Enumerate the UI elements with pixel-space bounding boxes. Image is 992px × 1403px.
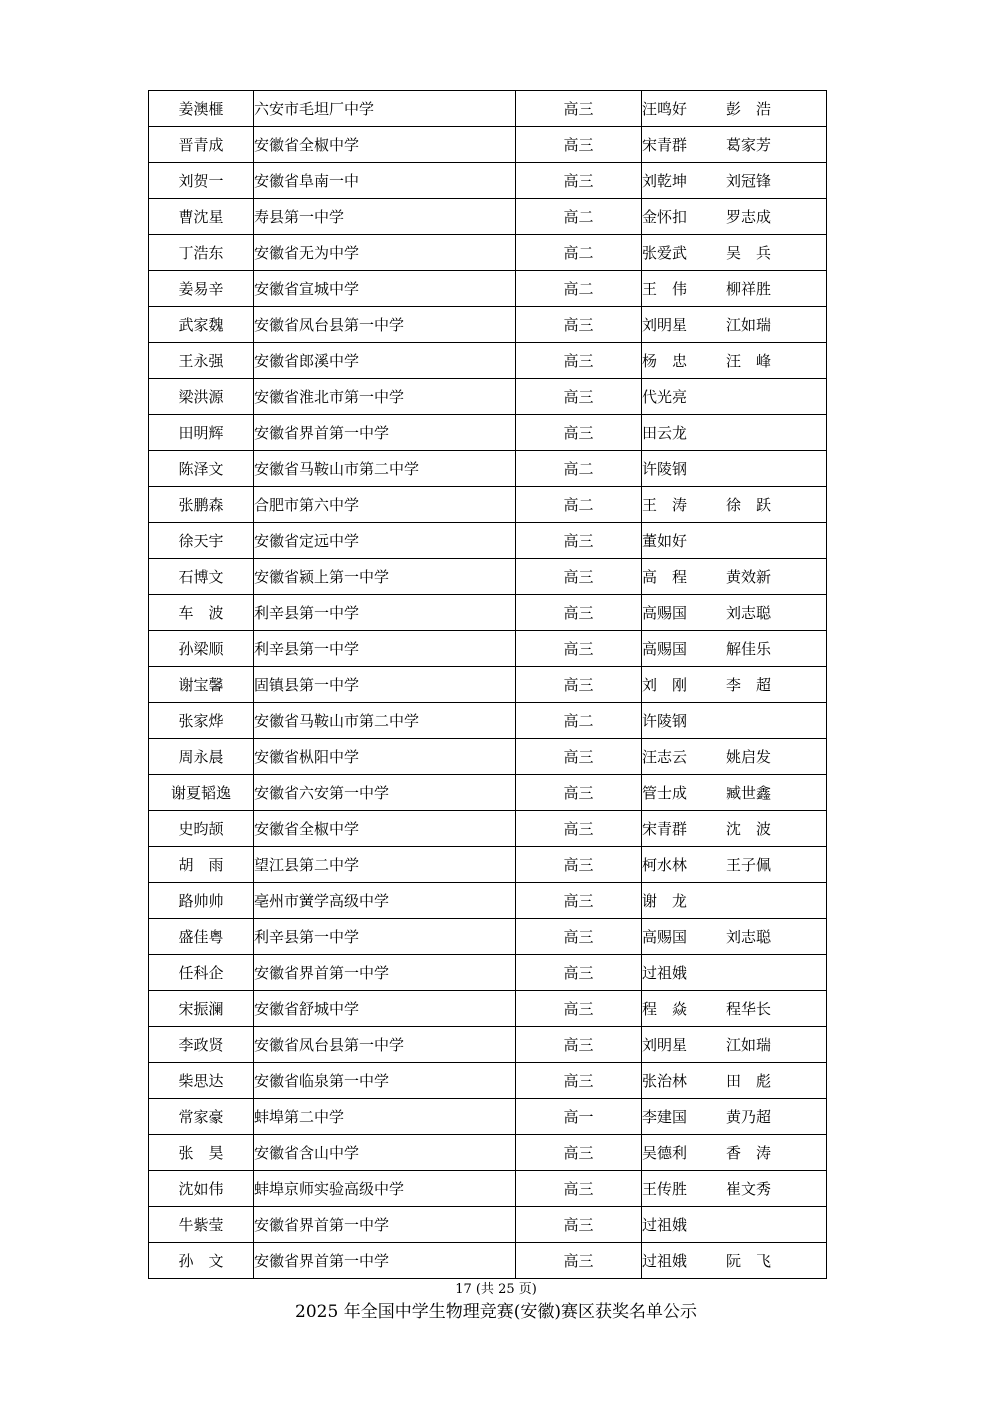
- coach-primary: 田云龙: [642, 424, 688, 442]
- coach-cell: [642, 1171, 827, 1207]
- grade-cell: 高三: [516, 739, 642, 775]
- grade-cell: 高三: [516, 379, 642, 415]
- coach-primary: 刘乾坤: [642, 172, 688, 190]
- coach-cell: [642, 991, 827, 1027]
- table-row: [149, 1099, 827, 1135]
- table-row: [149, 1243, 827, 1279]
- coach-primary: 宋青群: [642, 820, 688, 838]
- coach-primary: 管士成: [642, 784, 688, 802]
- coach-cell: [642, 1207, 827, 1243]
- school-cell: 六安市毛坦厂中学: [254, 91, 516, 127]
- coach-secondary: 吴 兵: [726, 244, 772, 262]
- coach-primary: 吴德利: [642, 1144, 688, 1162]
- coach-cell: [642, 451, 827, 487]
- school-cell: 安徽省界首第一中学: [254, 1243, 516, 1279]
- coach-primary: 许陵钢: [642, 460, 688, 478]
- student-name-cell: 张家烨: [149, 703, 254, 739]
- coach-cell: [642, 559, 827, 595]
- table-row: [149, 163, 827, 199]
- school-cell: 合肥市第六中学: [254, 487, 516, 523]
- coach-cell: [642, 415, 827, 451]
- grade-cell: 高三: [516, 559, 642, 595]
- school-cell: 安徽省定远中学: [254, 523, 516, 559]
- coach-cell: [642, 127, 827, 163]
- school-cell: 安徽省六安第一中学: [254, 775, 516, 811]
- coach-primary: 宋青群: [642, 136, 688, 154]
- grade-cell: 高二: [516, 199, 642, 235]
- grade-cell: 高三: [516, 1171, 642, 1207]
- coach-cell: [642, 811, 827, 847]
- coach-secondary: 刘冠锋: [726, 172, 772, 190]
- table-row: [149, 595, 827, 631]
- table-row: [149, 703, 827, 739]
- school-cell: 望江县第二中学: [254, 847, 516, 883]
- school-cell: 安徽省全椒中学: [254, 811, 516, 847]
- student-name-cell: 柴思达: [149, 1063, 254, 1099]
- coach-primary: 汪志云: [642, 748, 688, 766]
- coach-primary: 高赐国: [642, 928, 688, 946]
- school-cell: 蚌埠京师实验高级中学: [254, 1171, 516, 1207]
- coach-cell: [642, 1063, 827, 1099]
- table-row: [149, 919, 827, 955]
- school-cell: 安徽省马鞍山市第二中学: [254, 703, 516, 739]
- table-row: [149, 451, 827, 487]
- coach-primary: 代光亮: [642, 388, 688, 406]
- coach-primary: 董如好: [642, 532, 688, 550]
- student-name-cell: 刘贺一: [149, 163, 254, 199]
- coach-primary: 张治林: [642, 1072, 688, 1090]
- school-cell: 安徽省阜南一中: [254, 163, 516, 199]
- coach-cell: [642, 523, 827, 559]
- grade-cell: 高三: [516, 415, 642, 451]
- coach-cell: [642, 919, 827, 955]
- school-cell: 安徽省含山中学: [254, 1135, 516, 1171]
- student-name-cell: 孙梁顺: [149, 631, 254, 667]
- table-row: [149, 1135, 827, 1171]
- student-name-cell: 盛佳粤: [149, 919, 254, 955]
- coach-primary: 金怀扣: [642, 208, 688, 226]
- coach-secondary: 沈 波: [726, 820, 772, 838]
- grade-cell: 高三: [516, 883, 642, 919]
- table-row: [149, 1207, 827, 1243]
- school-cell: 安徽省无为中学: [254, 235, 516, 271]
- coach-cell: [642, 487, 827, 523]
- coach-secondary: 黄效新: [726, 568, 772, 586]
- grade-cell: 高二: [516, 451, 642, 487]
- coach-primary: 汪鸣好: [642, 100, 688, 118]
- grade-cell: 高三: [516, 1135, 642, 1171]
- student-name-cell: 王永强: [149, 343, 254, 379]
- student-name-cell: 梁洪源: [149, 379, 254, 415]
- grade-cell: 高三: [516, 523, 642, 559]
- table-row: [149, 91, 827, 127]
- grade-cell: 高三: [516, 667, 642, 703]
- coach-primary: 李建国: [642, 1108, 688, 1126]
- table-row: [149, 1027, 827, 1063]
- coach-primary: 过祖娥: [642, 964, 688, 982]
- coach-cell: [642, 1027, 827, 1063]
- table-row: [149, 343, 827, 379]
- school-cell: 安徽省枞阳中学: [254, 739, 516, 775]
- school-cell: 利辛县第一中学: [254, 631, 516, 667]
- school-cell: 蚌埠第二中学: [254, 1099, 516, 1135]
- coach-secondary: 刘志聪: [726, 928, 772, 946]
- student-name-cell: 张 昊: [149, 1135, 254, 1171]
- coach-secondary: 罗志成: [726, 208, 772, 226]
- coach-primary: 王 伟: [642, 280, 688, 298]
- table-row: [149, 1063, 827, 1099]
- table-row: [149, 523, 827, 559]
- coach-cell: [642, 775, 827, 811]
- coach-secondary: 臧世鑫: [726, 784, 772, 802]
- coach-secondary: 彭 浩: [726, 100, 772, 118]
- coach-secondary: 黄乃超: [726, 1108, 772, 1126]
- student-name-cell: 石博文: [149, 559, 254, 595]
- table-row: [149, 127, 827, 163]
- table-row: [149, 271, 827, 307]
- grade-cell: 高二: [516, 703, 642, 739]
- grade-cell: 高一: [516, 1099, 642, 1135]
- coach-cell: [642, 883, 827, 919]
- grade-cell: 高三: [516, 847, 642, 883]
- coach-secondary: 葛家芳: [726, 136, 772, 154]
- student-name-cell: 史昀颉: [149, 811, 254, 847]
- coach-cell: [642, 667, 827, 703]
- student-name-cell: 周永晨: [149, 739, 254, 775]
- coach-secondary: 阮 飞: [726, 1252, 772, 1270]
- award-table: [148, 90, 827, 1279]
- school-cell: 安徽省界首第一中学: [254, 415, 516, 451]
- coach-primary: 刘明星: [642, 1036, 688, 1054]
- coach-cell: [642, 631, 827, 667]
- coach-cell: [642, 199, 827, 235]
- school-cell: 固镇县第一中学: [254, 667, 516, 703]
- coach-cell: [642, 1099, 827, 1135]
- grade-cell: 高三: [516, 91, 642, 127]
- coach-secondary: 李 超: [726, 676, 772, 694]
- coach-primary: 高赐国: [642, 640, 688, 658]
- coach-secondary: 柳祥胜: [726, 280, 772, 298]
- table-row: [149, 379, 827, 415]
- school-cell: 安徽省全椒中学: [254, 127, 516, 163]
- student-name-cell: 姜易辛: [149, 271, 254, 307]
- student-name-cell: 车 波: [149, 595, 254, 631]
- coach-primary: 柯水林: [642, 856, 688, 874]
- table-row: [149, 235, 827, 271]
- student-name-cell: 胡 雨: [149, 847, 254, 883]
- coach-secondary: 香 涛: [726, 1144, 772, 1162]
- student-name-cell: 谢宝馨: [149, 667, 254, 703]
- grade-cell: 高三: [516, 343, 642, 379]
- grade-cell: 高二: [516, 235, 642, 271]
- table-row: [149, 883, 827, 919]
- coach-secondary: 江如瑞: [726, 1036, 772, 1054]
- school-cell: 利辛县第一中学: [254, 595, 516, 631]
- school-cell: 安徽省舒城中学: [254, 991, 516, 1027]
- student-name-cell: 李政贤: [149, 1027, 254, 1063]
- coach-secondary: 江如瑞: [726, 316, 772, 334]
- student-name-cell: 曹沈星: [149, 199, 254, 235]
- grade-cell: 高三: [516, 307, 642, 343]
- grade-cell: 高三: [516, 1243, 642, 1279]
- grade-cell: 高三: [516, 775, 642, 811]
- grade-cell: 高三: [516, 1027, 642, 1063]
- coach-cell: [642, 307, 827, 343]
- table-row: [149, 559, 827, 595]
- coach-secondary: 刘志聪: [726, 604, 772, 622]
- coach-primary: 刘 刚: [642, 676, 688, 694]
- student-name-cell: 晋青成: [149, 127, 254, 163]
- coach-secondary: 解佳乐: [726, 640, 772, 658]
- coach-primary: 王传胜: [642, 1180, 688, 1198]
- school-cell: 安徽省界首第一中学: [254, 955, 516, 991]
- coach-cell: [642, 271, 827, 307]
- coach-cell: [642, 847, 827, 883]
- grade-cell: 高三: [516, 1063, 642, 1099]
- coach-primary: 过祖娥: [642, 1252, 688, 1270]
- school-cell: 安徽省颍上第一中学: [254, 559, 516, 595]
- grade-cell: 高三: [516, 811, 642, 847]
- student-name-cell: 武家魏: [149, 307, 254, 343]
- student-name-cell: 姜澳榧: [149, 91, 254, 127]
- table-row: [149, 415, 827, 451]
- school-cell: 安徽省马鞍山市第二中学: [254, 451, 516, 487]
- school-cell: 安徽省凤台县第一中学: [254, 1027, 516, 1063]
- coach-cell: [642, 163, 827, 199]
- table-row: [149, 667, 827, 703]
- table-row: [149, 487, 827, 523]
- coach-primary: 高 程: [642, 568, 688, 586]
- student-name-cell: 田明辉: [149, 415, 254, 451]
- coach-secondary: 程华长: [726, 1000, 772, 1018]
- student-name-cell: 牛紫莹: [149, 1207, 254, 1243]
- grade-cell: 高三: [516, 919, 642, 955]
- coach-cell: [642, 1135, 827, 1171]
- coach-primary: 张爱武: [642, 244, 688, 262]
- table-row: [149, 955, 827, 991]
- coach-cell: [642, 955, 827, 991]
- coach-cell: [642, 1243, 827, 1279]
- student-name-cell: 陈泽文: [149, 451, 254, 487]
- student-name-cell: 丁浩东: [149, 235, 254, 271]
- document-title: 2025 年全国中学生物理竞赛(安徽)赛区获奖名单公示: [295, 1302, 697, 1322]
- school-cell: 亳州市黉学高级中学: [254, 883, 516, 919]
- table-row: [149, 991, 827, 1027]
- student-name-cell: 常家豪: [149, 1099, 254, 1135]
- school-cell: 安徽省淮北市第一中学: [254, 379, 516, 415]
- coach-primary: 许陵钢: [642, 712, 688, 730]
- grade-cell: 高二: [516, 271, 642, 307]
- table-body: [149, 91, 827, 1279]
- table-row: [149, 775, 827, 811]
- school-cell: 安徽省郎溪中学: [254, 343, 516, 379]
- coach-secondary: 汪 峰: [726, 352, 772, 370]
- grade-cell: 高三: [516, 631, 642, 667]
- coach-cell: [642, 91, 827, 127]
- coach-primary: 过祖娥: [642, 1216, 688, 1234]
- school-cell: 安徽省凤台县第一中学: [254, 307, 516, 343]
- coach-cell: [642, 595, 827, 631]
- student-name-cell: 张鹏森: [149, 487, 254, 523]
- coach-secondary: 姚启发: [726, 748, 772, 766]
- student-name-cell: 沈如伟: [149, 1171, 254, 1207]
- table-row: [149, 199, 827, 235]
- table-row: [149, 307, 827, 343]
- coach-secondary: 徐 跃: [726, 496, 772, 514]
- coach-primary: 程 焱: [642, 1000, 688, 1018]
- table-row: [149, 739, 827, 775]
- student-name-cell: 谢夏韬逸: [149, 775, 254, 811]
- coach-cell: [642, 379, 827, 415]
- student-name-cell: 任科企: [149, 955, 254, 991]
- coach-cell: [642, 235, 827, 271]
- grade-cell: 高三: [516, 955, 642, 991]
- school-cell: 寿县第一中学: [254, 199, 516, 235]
- coach-secondary: 崔文秀: [726, 1180, 772, 1198]
- school-cell: 安徽省宣城中学: [254, 271, 516, 307]
- coach-primary: 刘明星: [642, 316, 688, 334]
- grade-cell: 高三: [516, 991, 642, 1027]
- grade-cell: 高三: [516, 595, 642, 631]
- student-name-cell: 路帅帅: [149, 883, 254, 919]
- coach-cell: [642, 703, 827, 739]
- student-name-cell: 徐天宇: [149, 523, 254, 559]
- table-row: [149, 1171, 827, 1207]
- coach-cell: [642, 739, 827, 775]
- coach-primary: 杨 忠: [642, 352, 688, 370]
- grade-cell: 高三: [516, 1207, 642, 1243]
- coach-secondary: 田 彪: [726, 1072, 772, 1090]
- coach-primary: 王 涛: [642, 496, 688, 514]
- coach-primary: 高赐国: [642, 604, 688, 622]
- school-cell: 安徽省界首第一中学: [254, 1207, 516, 1243]
- coach-secondary: 王子佩: [726, 856, 772, 874]
- coach-primary: 谢 龙: [642, 892, 688, 910]
- table-row: [149, 631, 827, 667]
- grade-cell: 高三: [516, 127, 642, 163]
- grade-cell: 高二: [516, 487, 642, 523]
- school-cell: 利辛县第一中学: [254, 919, 516, 955]
- table-row: [149, 847, 827, 883]
- school-cell: 安徽省临泉第一中学: [254, 1063, 516, 1099]
- table-row: [149, 811, 827, 847]
- student-name-cell: 宋振澜: [149, 991, 254, 1027]
- coach-cell: [642, 343, 827, 379]
- grade-cell: 高三: [516, 163, 642, 199]
- page-number: 17 (共 25 页): [455, 1282, 537, 1297]
- student-name-cell: 孙 文: [149, 1243, 254, 1279]
